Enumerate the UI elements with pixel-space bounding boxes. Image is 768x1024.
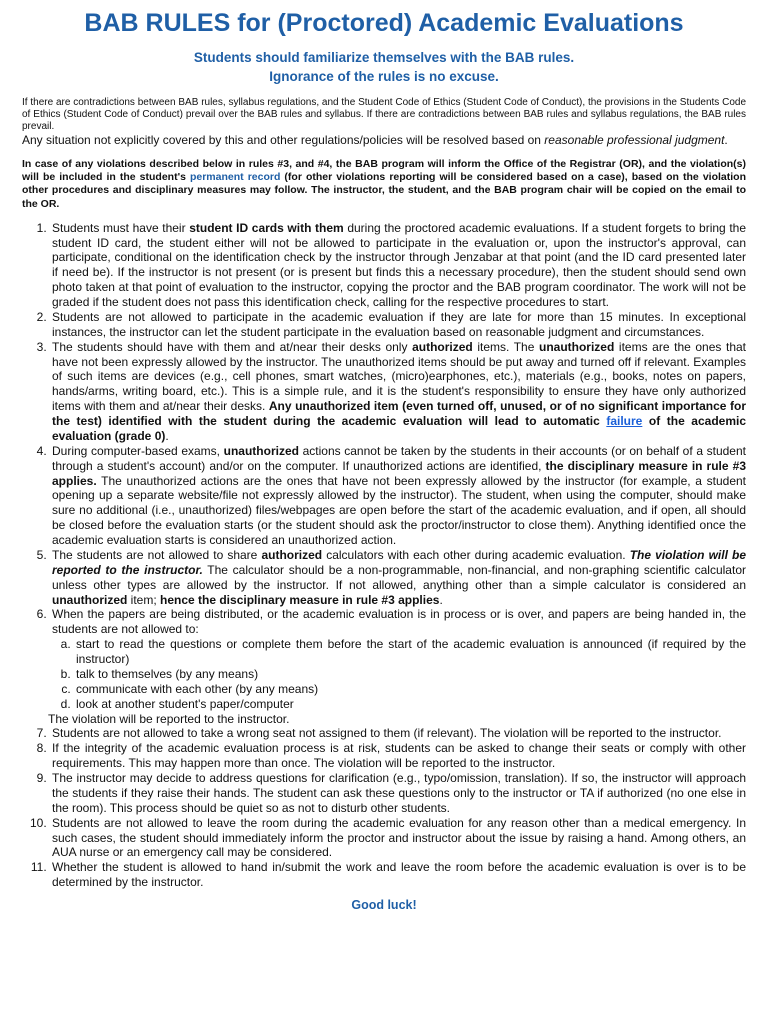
rule-3: 3. The students should have with them and at/near their desks only authorized items. The unauthorized items are the ones that have not been expressly allowed by the instructor. The unauthorized items should be put away and turned off if relevant. Examples of such items are devices (e.g., cell phones, smart watches, (micro)earphones, etc.), materials (e.g., books, notes on papers, hands/arms, writing board, etc.). This is a simple rule, and it is the student's responsibility to ensure they have only authorized items with them and at/near their desks. Any unauthorized item (even turned off, unused, or of no significant importance for the test) identified with the student during the academic evaluation will lead to automatic failure of the academic evaluation (grade 0). [50, 340, 746, 444]
rule-2: 2. Students are not allowed to participate in the academic evaluation if they are late for more than 15 minutes. In exceptional instances, the instructor can let the student participate in the evaluation based on reasonable judgment and circumstances. [50, 310, 746, 340]
rule-5: 5. The students are not allowed to share authorized calculators with each other during academic evaluation. The violation will be reported to the instructor. The calculator should be a non-programmable, non-financial, and non-graphing scientific calculator unless other types are allowed by the instructor. If not allowed, anything other than a simple calculator is considered an unauthorized item; hence the disciplinary measure in rule #3 applies. [50, 548, 746, 608]
subtitle-line-2: Ignorance of the rules is no excuse. [269, 69, 499, 85]
good-luck-text: Good luck! [351, 898, 417, 913]
rule-6-item: a. start to read the questions or complete them before the start of the academic evaluation is announced (if required by the instructor) [74, 637, 746, 667]
judgment-paragraph: Any situation not explicitly covered by this and other regulations/policies will be resolved based on reasonable professional judgment. [22, 133, 728, 148]
rules-list [22, 221, 746, 890]
rule-11: 11. Whether the student is allowed to hand in/submit the work and leave the room before the academic evaluation is over is to be determined by the instructor. [50, 860, 746, 890]
rule-6-item: d. look at another student's paper/computer [74, 697, 746, 712]
rule-7: 7. Students are not allowed to take a wrong seat not assigned to them (if relevant). The violation will be reported to the instructor. [50, 726, 746, 741]
rule-9: 9. The instructor may decide to address questions for clarification (e.g., typo/omission, translation). If so, the instructor will approach the students if they raise their hands. The student can ask these questions only to the instructor or TA if authorized (no one else in the room). This process should be quiet so as not to disturb other students. [50, 771, 746, 816]
rule-1: 1. Students must have their student ID cards with them during the proctored academic evaluations. If a student forgets to bring the student ID card, the student either will not be allowed to participate in the evaluation or, upon the instructor's approval, can participate, conditional on the identification check by the instructor through Jenzabar at that point (and the ID card presented later if need be). If the instructor is not present (or is present but finds this a necessary procedure), then the student should send own photo taken at that point of evaluation to the instructor, copying the proctor and the BAB program coordinator. The work will not be graded if the student does not pass this identification check, calling for the respective procedures to start. [50, 221, 746, 310]
rule-4: 4. During computer-based exams, unauthorized actions cannot be taken by the students in their accounts (or on behalf of a student through a student's account) and/or on the computer. If unauthorized actions are identified, the disciplinary measure in rule #3 applies. The unauthorized actions are the ones that have not been expressly allowed by the instructor (for example, a student opening up a separate website/file not expressly allowed by the instructor). The student, when using the computer, should make sure no additional (i.e., unauthorized) files/webpages are open before the start of the academic evaluation, and if open, all should be closed before the evaluation starts (or the student should ask the proctor/instructor to close them). Anything identified once the academic evaluation starts is considered an unauthorized action. [50, 444, 746, 548]
rule-6-item: b. talk to themselves (by any means) [74, 667, 746, 682]
page-title: BAB RULES for (Proctored) Academic Evaluations [84, 9, 684, 37]
rule-6-violation-note: The violation will be reported to the instructor. [48, 711, 290, 726]
rule-10: 10. Students are not allowed to leave the room during the academic evaluation for any reason other than a medical emergency. In such cases, the student should immediately inform the proctor and instructor about the issue by raising a hand. Among others, an AUA nurse or an emergency call may be considered. [50, 816, 746, 861]
rule-6-item: c. communicate with each other (by any means) [74, 682, 746, 697]
failure-link[interactable]: failure [606, 414, 643, 429]
contradictions-paragraph: If there are contradictions between BAB rules, syllabus regulations, and the Student Code of Ethics (Student Code of Conduct), the provisions in the Students Code of Ethics (Student Code of Conduct) prevail over the BAB rules and syllabus. If there are contradictions between BAB rules and syllabus regulations, the BAB rules prevail. [22, 96, 746, 132]
rule-6: 6. When the papers are being distributed, or the academic evaluation is in process or is over, and papers are being handed in, the students are not allowed to: a. start to read the questions or complete them before the start of the academic evaluation is announced (if required by the instructor) b. talk to themselves (by any means) c. communicate with each other (by any means) d. look at another student's paper/computer The violation will be reported to the instructor. [50, 607, 746, 726]
violation-paragraph: In case of any violations described below in rules #3, and #4, the BAB program will inform the Office of the Registrar (OR), and the violation(s) will be included in the student's permanent record (for other violations reporting will be considered based on a case), based on the violation other procedures and disciplinary measures may follow. The instructor, the student, and the BAB program chair will be copied on the email to the OR. [22, 158, 746, 210]
subtitle-line-1: Students should familiarize themselves with the BAB rules. [193, 49, 575, 65]
rule-6-sublist [52, 637, 746, 711]
permanent-record-link[interactable]: permanent record [189, 171, 281, 184]
rule-8: 8. If the integrity of the academic evaluation process is at risk, students can be asked to change their seats or comply with other requirements. This may happen more than once. The violation will be reported to the instructor. [50, 741, 746, 771]
subtitle [22, 48, 746, 87]
